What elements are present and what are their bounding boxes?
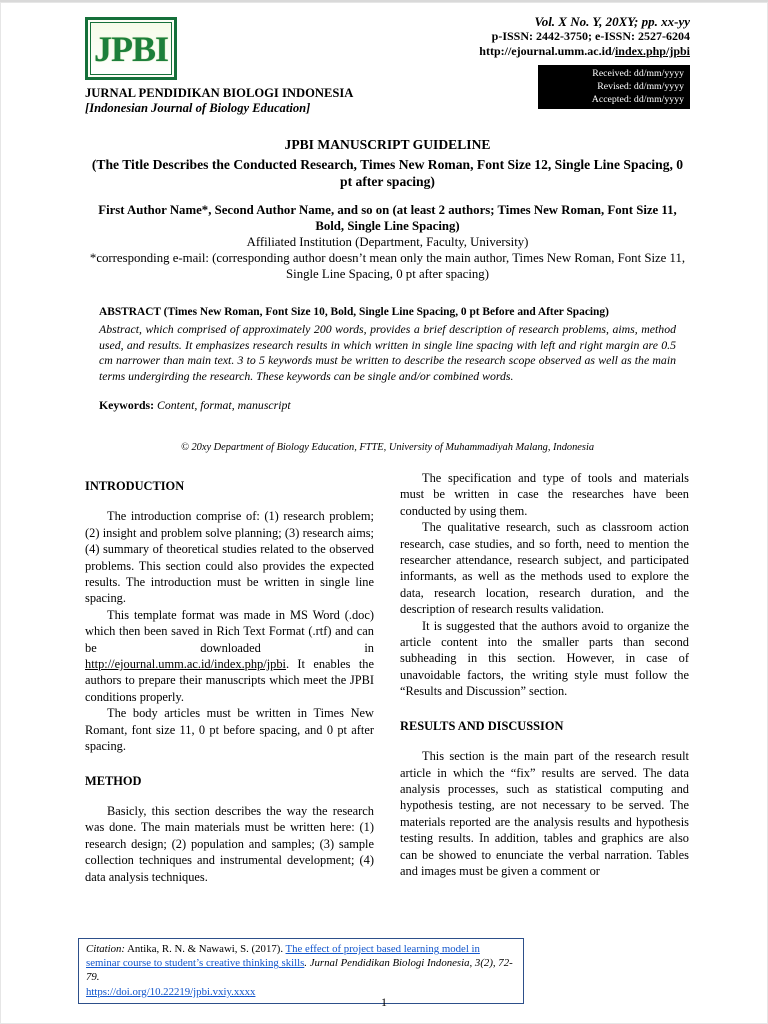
revised-date-line: Revised: dd/mm/yyyy	[597, 81, 684, 92]
jpbi-logo-frame	[90, 22, 172, 75]
results-paragraph-1: This section is the main part of the research result article in which the “fix” results are served. The data analysis processes, such as statistical computing and hypothesis testing, are not necessary to be served. The materials reported are the analysis results and hypothesis testing results. In addition, tables and graphics are also can be showed to enunciate the verbal narration. Tables and images must be given a comment or	[400, 749, 689, 878]
author-block	[85, 202, 690, 282]
citation-authors: Antika, R. N. & Nawawi, S. (2017).	[125, 943, 286, 955]
method-paragraph-1: Basicly, this section describes the way the research was done. The main materials must be written here: (1) research design; (2) population and samples; (3) sample collection techniques and instrumental development; (4) data analysis techniques.	[85, 803, 374, 884]
article-title: JPBI MANUSCRIPT GUIDELINE	[284, 137, 491, 152]
introduction-paragraph-2-text-before: This template format was made in MS Word (.doc) which then been saved in Rich Text Format (.rtf) and can be downloaded in	[85, 607, 374, 655]
method-paragraph-4: It is suggested that the authors avoid to organize the article content into the smaller parts than second subheading in this section. However, in case of unavoidable factors, the writing style must follow the “Results and Discussion” section.	[400, 618, 689, 699]
accepted-date-line: Accepted: dd/mm/yyyy	[591, 94, 684, 105]
author-names: First Author Name*, Second Author Name, and so on (at least 2 authors; Times New Roman, Font Size 11, Bold, Single Line Spacing)	[98, 203, 677, 233]
method-paragraph-3: The qualitative research, such as classroom action research, case studies, and so forth, need to mention the researcher attendance, research subject, and participated informants, as well as the methods used to explore the data, research location, research duration, and the description of research results validation.	[400, 520, 689, 617]
section-heading-method: METHOD	[85, 773, 142, 788]
received-date-line: Received: dd/mm/yyyy	[592, 68, 684, 79]
abstract-heading: ABSTRACT (Times New Roman, Font Size 10, Bold, Single Line Spacing, 0 pt Before and After Spacing)	[99, 306, 609, 318]
introduction-paragraph-2	[85, 607, 374, 705]
citation-box	[78, 938, 524, 1004]
method-paragraph-2: The specification and type of tools and materials must be written in case the researches have been conducted by using them.	[400, 471, 689, 518]
journal-name-translation: [Indonesian Journal of Biology Education]	[85, 101, 311, 115]
left-column	[85, 470, 374, 885]
citation-label: Citation:	[86, 943, 125, 955]
article-body	[85, 470, 690, 885]
jpbi-logo	[85, 17, 177, 80]
keywords-label: Keywords:	[99, 398, 155, 413]
introduction-paragraph-1: The introduction comprise of: (1) research problem; (2) insight and problem solve planning; (3) research aims; (4) summary of theoretical studies related to the observed problems. This section could also provides the expected results. The introduction must be written in single line spacing.	[85, 509, 374, 606]
keywords-value: Content, format, manuscript	[154, 398, 291, 413]
author-affiliation: Affiliated Institution (Department, Faculty, University)	[246, 235, 529, 249]
journal-meta-block	[479, 14, 690, 59]
citation-journal-info: . Jurnal Pendidikan Biologi Indonesia, 3(2), 72-79.	[86, 957, 513, 984]
introduction-paragraph-3: The body articles must be written in Times New Romant, font size 11, 0 pt before spacing, and 0 pt after spacing.	[85, 706, 374, 754]
introduction-paragraph-2-text-after: . It enables the authors to prepare their manuscripts which meet the JPBI conditions properly.	[85, 657, 374, 704]
abstract-text: Abstract, which comprised of approximately 200 words, provides a brief description of research problems, aims, method used, and results. It emphasizes research results in which written in single line spacing with left and right margin are 0.5 cm narrower than main text. 3 to 5 keywords must be written to describe the research scope observed as well as the main terms undergirding the research. These keywords can be single and/or combined words.	[99, 322, 676, 383]
section-heading-introduction: INTRODUCTION	[85, 479, 185, 493]
issn-line: p-ISSN: 2442-3750; e-ISSN: 2527-6204	[491, 29, 690, 43]
copyright-line: © 20xy Department of Biology Education, FTTE, University of Muhammadiyah Malang, Indonesia	[180, 442, 595, 453]
jpbi-logo-text: JPBI	[93, 28, 168, 69]
journal-url-suffix: index.php/jpbi	[614, 44, 690, 58]
journal-url-prefix: http://ejournal.umm.ac.id/	[479, 44, 615, 58]
section-heading-results-discussion: RESULTS AND DISCUSSION	[400, 718, 564, 733]
journal-name: JURNAL PENDIDIKAN BIOLOGI INDONESIA	[85, 86, 354, 100]
article-title-instructions: (The Title Describes the Conducted Research, Times New Roman, Font Size 12, Single Line Spacing, 0 pt after spacing)	[91, 157, 684, 189]
keywords-line	[99, 398, 676, 413]
abstract-block	[99, 305, 676, 413]
page-number: 1	[381, 995, 387, 1009]
title-block	[85, 136, 690, 190]
corresponding-email-note: *corresponding e-mail: (corresponding author doesn’t mean only the main author, Times New Roman, Font Size 11, Single Line Spacing, 0 pt after spacing)	[89, 251, 686, 281]
citation-doi-link[interactable]: https://doi.org/10.22219/jpbi.vxiy.xxxx	[86, 985, 256, 998]
volume-issue-line: Vol. X No. Y, 20XY; pp. xx-yy	[534, 14, 690, 29]
manuscript-dates-box	[538, 65, 690, 109]
right-column	[400, 470, 689, 885]
template-download-url-link[interactable]: http://ejournal.umm.ac.id/index.php/jpbi	[85, 657, 286, 672]
journal-url-link[interactable]	[479, 44, 690, 59]
citation-title-link[interactable]: The effect of project based learning model in seminar course to student’s creative thinking skills	[86, 943, 480, 970]
